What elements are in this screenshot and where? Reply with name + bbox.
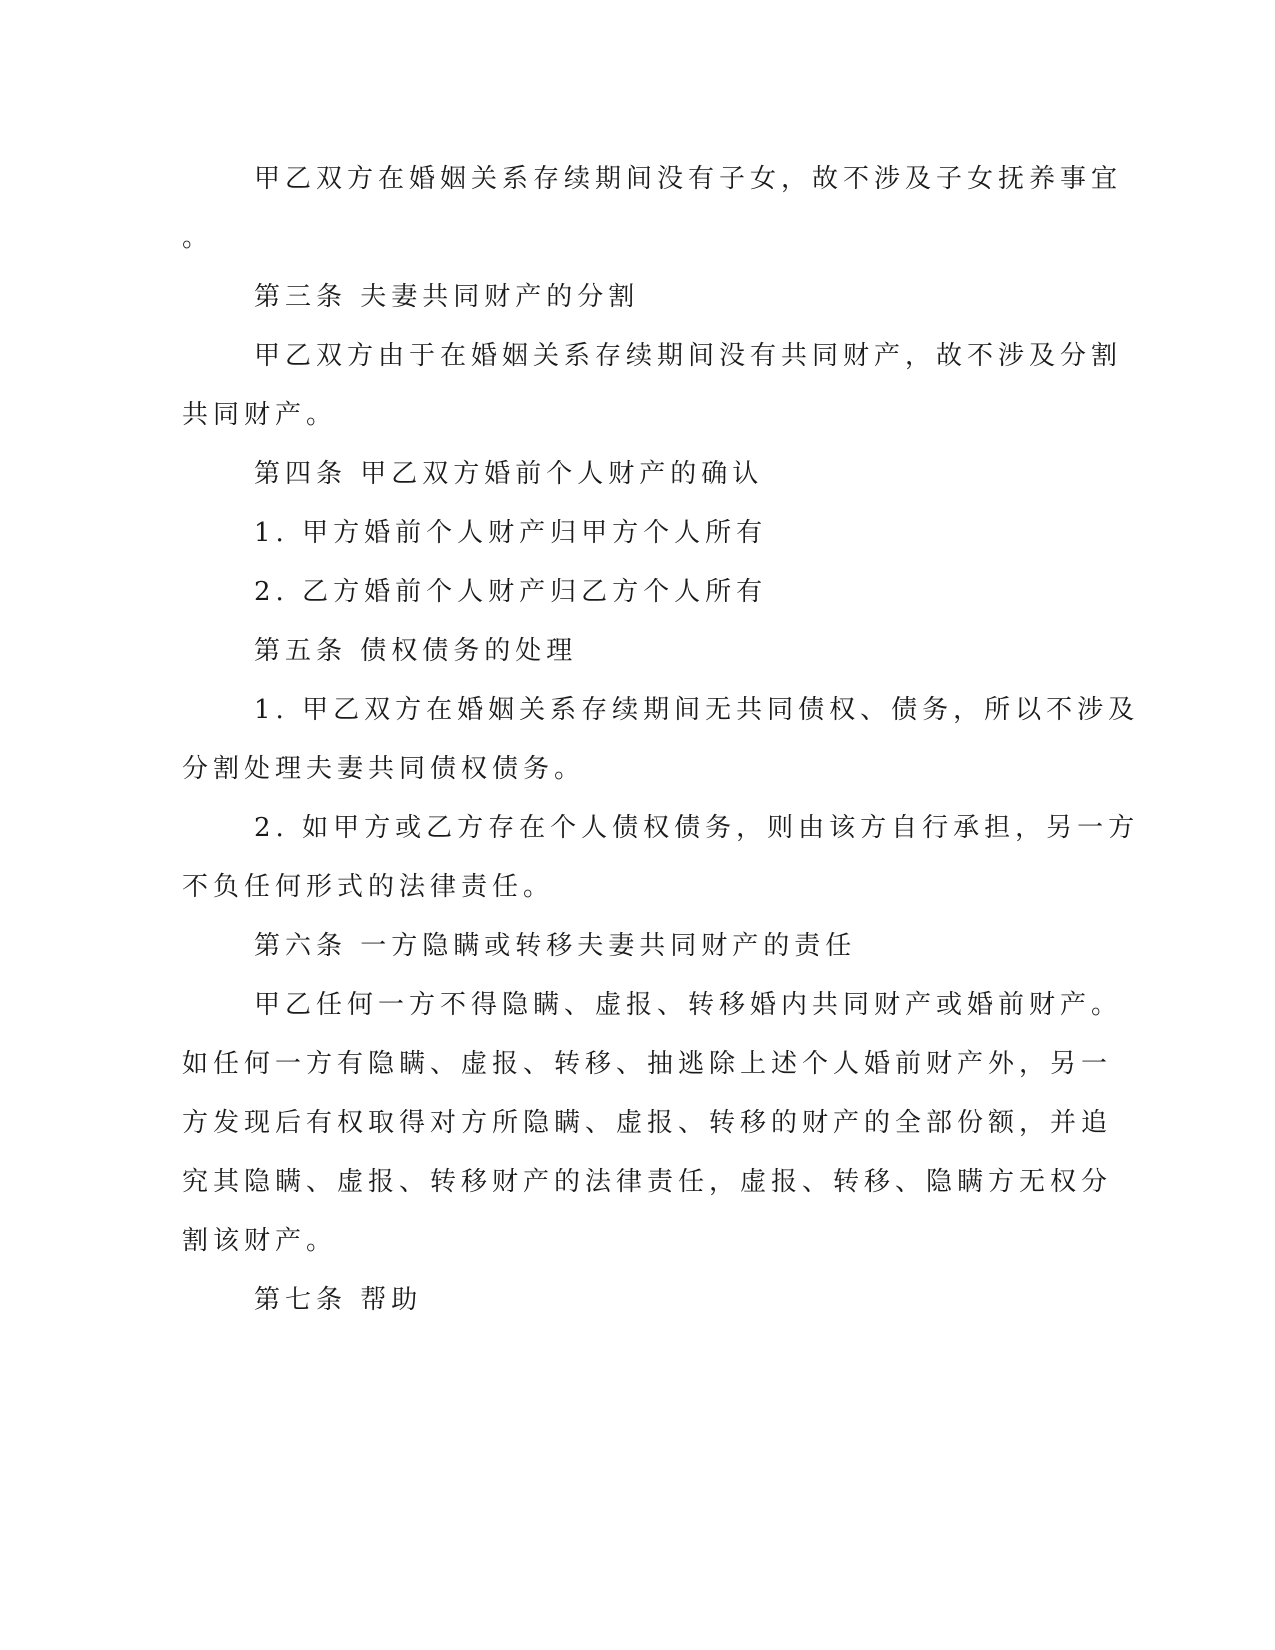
section-heading: 第五条 债权债务的处理 <box>254 636 578 666</box>
section-heading: 第六条 一方隐瞒或转移夫妻共同财产的责任 <box>254 931 857 961</box>
paragraph-line: 。 <box>182 223 214 253</box>
list-item: 1. 甲乙双方在婚姻关系存续期间无共同债权、债务，所以不涉及 <box>254 695 1140 725</box>
paragraph-line: 究其隐瞒、虚报、转移财产的法律责任，虚报、转移、隐瞒方无权分 <box>182 1167 1113 1197</box>
paragraph-line: 割该财产。 <box>182 1226 338 1256</box>
section-heading: 第七条 帮助 <box>254 1285 423 1315</box>
document-body <box>182 150 1140 1330</box>
paragraph-line: 甲乙任何一方不得隐瞒、虚报、转移婚内共同财产或婚前财产。 <box>254 990 1123 1020</box>
section-heading: 第三条 夫妻共同财产的分割 <box>254 282 640 312</box>
paragraph-line: 甲乙双方在婚姻关系存续期间没有子女，故不涉及子女抚养事宜 <box>254 164 1123 194</box>
paragraph-line: 不负任何形式的法律责任。 <box>182 872 555 902</box>
paragraph-line: 甲乙双方由于在婚姻关系存续期间没有共同财产，故不涉及分割 <box>254 341 1123 371</box>
paragraph-line: 共同财产。 <box>182 400 338 430</box>
paragraph-line: 如任何一方有隐瞒、虚报、转移、抽逃除上述个人婚前财产外，另一 <box>182 1049 1113 1079</box>
section-heading: 第四条 甲乙双方婚前个人财产的确认 <box>254 459 764 489</box>
paragraph-line: 分割处理夫妻共同债权债务。 <box>182 754 586 784</box>
list-item: 2. 如甲方或乙方存在个人债权债务，则由该方自行承担，另一方 <box>254 813 1140 843</box>
paragraph-line: 方发现后有权取得对方所隐瞒、虚报、转移的财产的全部份额，并追 <box>182 1108 1113 1138</box>
list-item: 1. 甲方婚前个人财产归甲方个人所有 <box>254 518 768 548</box>
list-item: 2. 乙方婚前个人财产归乙方个人所有 <box>254 577 768 607</box>
